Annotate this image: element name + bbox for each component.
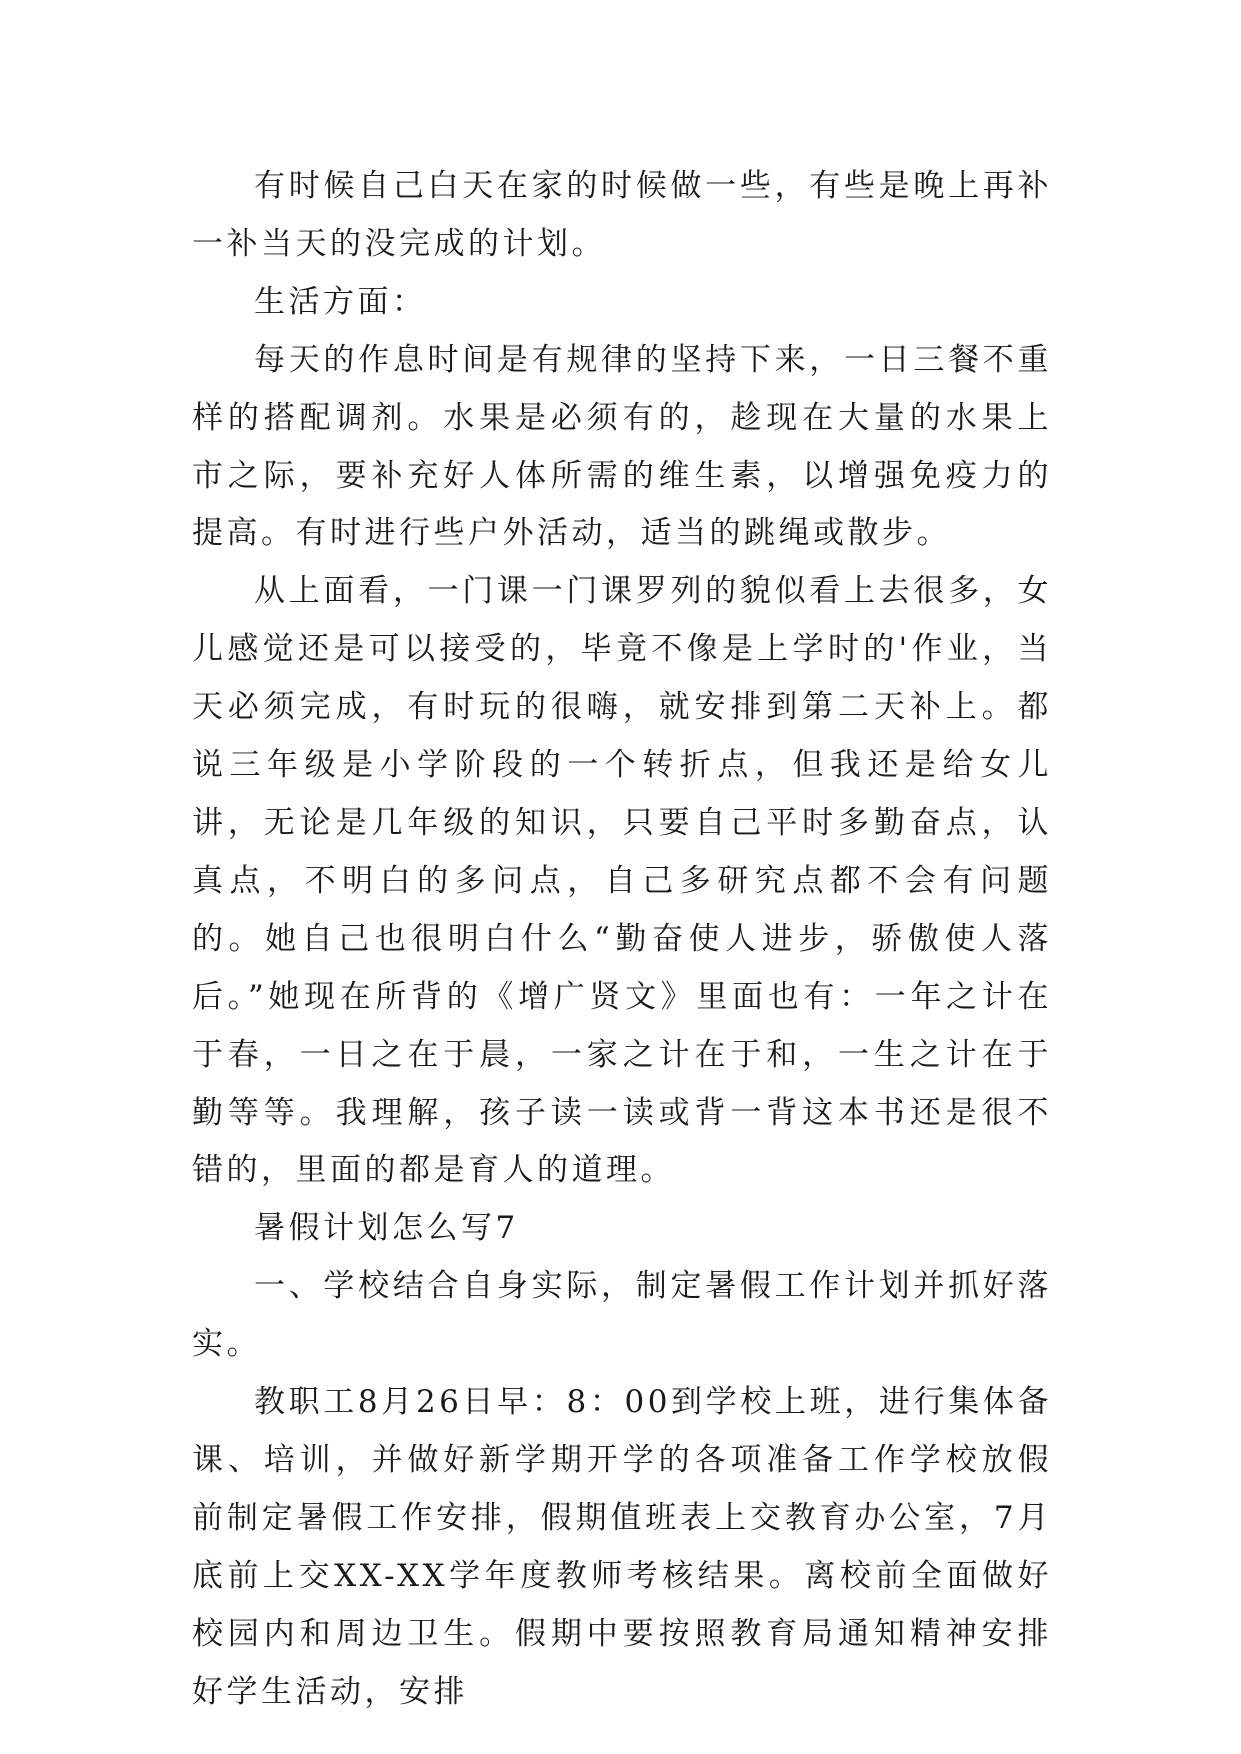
section-heading-life: 生活方面：: [254, 283, 427, 320]
paragraph-staff-arrangement: 教职工8月26日早：8：00到学校上班，进行集体备课、培训，并做好新学期开学的各项准备工作学校放假前制定暑假工作安排，假期值班表上交教育办公室，7月底前上交XX-XX学年度教师考核结果。离校前全面做好校园内和周边卫生。假期中要按照教育局通知精神安排好学生活动，安排: [192, 1384, 1052, 1710]
section-heading-plan-7: 暑假计划怎么写7: [254, 1210, 519, 1247]
paragraph-homework-schedule: 有时候自己白天在家的时候做一些，有些是晚上再补一补当天的没完成的计划。: [192, 168, 1052, 262]
paragraph-reflection: 从上面看，一门课一门课罗列的貌似看上去很多，女儿感觉还是可以接受的，毕竟不像是上学时的'作业，当天必须完成，有时玩的很嗨，就安排到第二天补上。都说三年级是小学阶段的一个转折点，但我还是给女儿讲，无论是几年级的知识，只要自己平时多勤奋点，认真点，不明白的多问点，自己多研究点都不会有问题的。她自己也很明白什么“勤奋使人进步，骄傲使人落后。”她现在所背的《增广贤文》里面也有：一年之计在于春，一日之在于晨，一家之计在于和，一生之计在于勤等等。我理解，孩子读一读或背一背这本书还是很不错的，里面的都是育人的道理。: [192, 573, 1052, 1189]
document-body: [192, 158, 1052, 1721]
paragraph-daily-routine: 每天的作息时间是有规律的坚持下来，一日三餐不重样的搭配调剂。水果是必须有的，趁现在大量的水果上市之际，要补充好人体所需的维生素，以增强免疫力的提高。有时进行些户外活动，适当的跳绳或散步。: [192, 341, 1052, 552]
paragraph-school-plan: 一、学校结合自身实际，制定暑假工作计划并抓好落实。: [192, 1268, 1052, 1363]
